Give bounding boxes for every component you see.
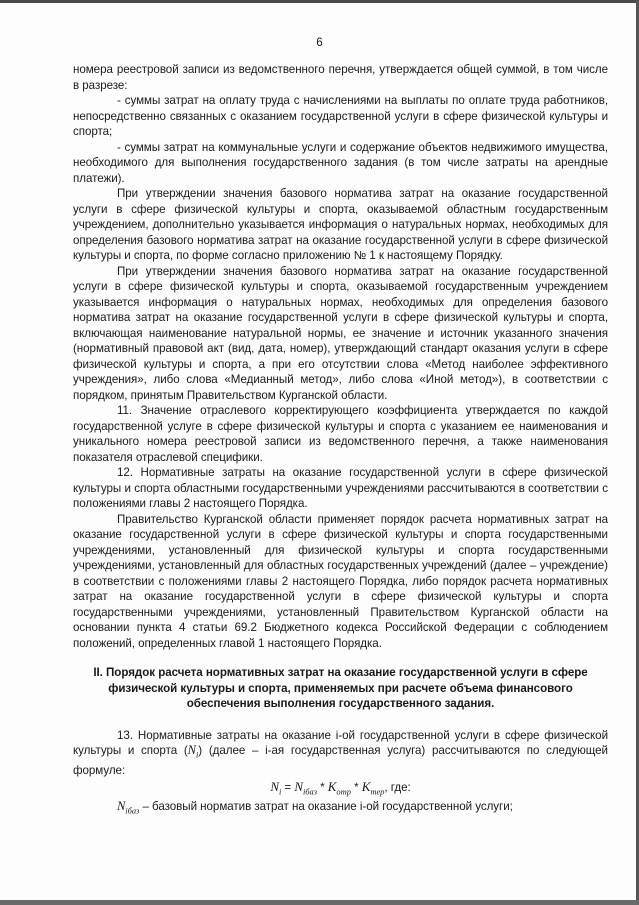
variable-n-ibaz: $N_{iбаз}$ (117, 799, 140, 816)
para13-text-after: ) (далее – i-ая государственная услуга) рассчитываются по следующей формуле: (73, 744, 608, 777)
page-number: 6 (316, 37, 323, 49)
paragraph: 11. Значение отраслевого корректирующего коэффициента утверждается по каждой государственной услуге в сфере физической культуры и спорта с указанием ее наименования и уникального номера реестровой записи из ведомственного перечня, а также наименования показателя отраслевой специфики. (73, 404, 608, 464)
variable-n-i: $N_i$ (187, 743, 199, 760)
paragraph: - суммы затрат на коммунальные услуги и содержание объектов недвижимого имущества, необходимого для выполнения государственного задания (в том числе затраты на арендные платежи). (73, 140, 608, 185)
scan-edge-bottom (0, 900, 639, 905)
scan-edge-top (0, 0, 639, 3)
paragraph: При утверждении значения базового норматива затрат на оказание государственной услуги в сфере физической культуры и спорта, оказываемой государственным учреждением указывается информация о натуральных нормах, необходимых для определения базового норматива затрат на оказание государственной услуги в сфере физической культуры и спорта, включающая наименование натуральной нормы, ее значение и источник указанного значения (нормативный правовой акт (вид, дата, номер), утверждающий стандарт оказания услуги в сфере физической культуры и спорта, а при его отсутствии слова «Метод наиболее эффективного учреждения», либо слова «Медианный метод», либо слова «Иной метод»), в соответствии с порядком, принятым Правительством Курганской области. (73, 264, 608, 402)
para13-text-before: 13. Нормативные затраты на оказание i-ой государственной услуги в сфере физической культуры и спорта ( (73, 728, 608, 757)
formula: $N_i = N_{iбаз} * K_{отр} * K_{тер}$, где: (270, 778, 411, 797)
paragraph: При утверждении значения базового норматива затрат на оказание государственной услуги в сфере физической культуры и спорта, оказываемой областным государственным учреждением, дополнительно указывается информация о натуральных нормах, необходимых для определения базового норматива затрат на оказание государственной услуги в сфере физической культуры и спорта, по форме согласно приложению № 1 к настоящему Порядку. (73, 187, 608, 262)
paragraph: - суммы затрат на оплату труда с начислениями на выплаты по оплате труда работников, непосредственно связанных с оказанием государственной услуги в сфере физической культуры и спорта; (73, 94, 608, 138)
definition-text: – базовый норматив затрат на оказание i-ой государственной услуги; (139, 800, 513, 814)
paragraph: номера реестровой записи из ведомственного перечня, утверждается общей суммой, в том числе в разрезе: (73, 63, 608, 92)
paragraph-13 (73, 728, 608, 779)
section-heading: II. Порядок расчета нормативных затрат на оказание государственной услуги в сфере физической культуры и спорта, применяемых при расчете объема финансового обеспечения выполнения государственного задания. (93, 666, 588, 710)
document-body (73, 62, 608, 819)
paragraph: 12. Нормативные затраты на оказание государственной услуги в сфере физической культуры и спорта областными государственными учреждениями рассчитываются в соответствии с положениями главы 2 настоящего Порядка. (73, 466, 608, 510)
paragraph: Правительство Курганской области применяет порядок расчета нормативных затрат на оказание государственной услуги в сфере физической культуры и спорта государственными учреждениями, установленный для физической культуры и спорта государственными учреждениями, установленный для областных государственных учреждений (далее – учреждение) в соответствии с положениями главы 2 настоящего Порядка, либо порядок расчета нормативных затрат на оказание государственной услуги в сфере физической культуры и спорта государственными учреждениями, установленный Правительством Курганской области на основании пункта 4 статьи 69.2 Бюджетного кодекса Российской Федерации с соблюдением положений, определенных главой 1 настоящего Порядка. (73, 512, 608, 650)
definition (73, 799, 608, 819)
